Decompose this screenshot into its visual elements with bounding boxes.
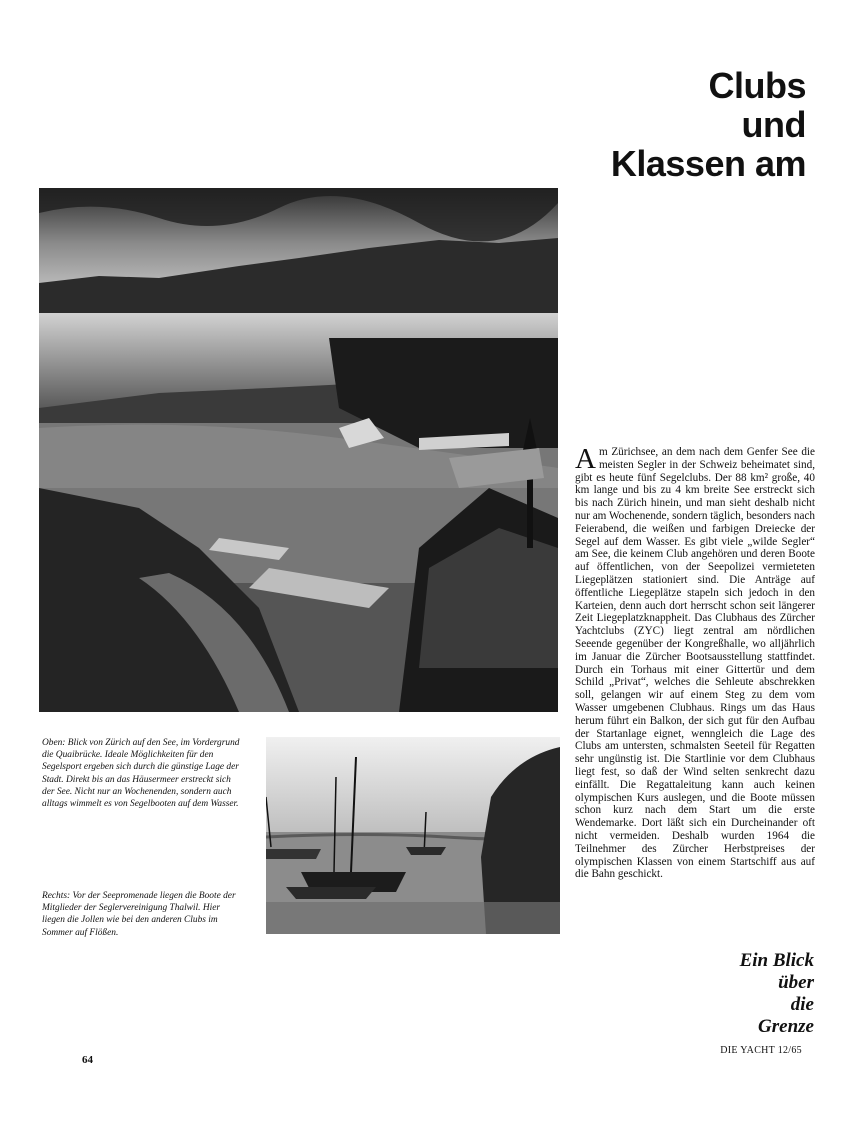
subtitle-line-4: Grenze bbox=[758, 1016, 814, 1037]
drop-cap: A bbox=[575, 443, 596, 475]
article-title bbox=[486, 66, 806, 183]
article-body-text: m Zürichsee, an dem nach dem Genfer See die meisten Segler in der Schweiz beheimatet sind, gibt es heute fünf Segelclubs. Der 88 km² große, 40 km lange und bis zu 4 km breite See erstreckt sich bis nach Zürich hinein, und man sieht deshalb nicht nur am Wochenende, sondern täglich, besonders nach Feierabend, die weißen und farbigen Dreiecke der Segel auf dem Wasser. Es gibt viele „wilde Segler“ am See, die keinem Club angehören und deren Boote auf öffentlichen, von der Seepolizei vermieteten Liegeplätzen stationiert sind. Die Anträge auf öffentliche Liegeplätze stapeln sich jedoch in den Karteien, denn auch dort herrscht schon seit längerer Zeit Liegeplatzknappheit. Das Clubhaus des Zürcher Yachtclubs (ZYC) liegt zentral am nördlichen Seeende gegenüber der Kongreßhalle, wo alljährlich im Januar die Zürcher Bootsausstellung stattfindet. Durch ein Torhaus mit einer Gittertür und dem Schild „Privat“, welches die Sehleute abschrekken soll, gelangen wir auf einem Steg zu dem vom Wasser umgebenen Clubhaus. Rings um das Haus herum führt ein Balkon, der sich gut für den Aufbau der Startanlage eignet, wenngleich die Lage des Clubs am untersten, schmalsten Seeteil für Regatten sehr ungünstig ist. Die Startlinie vor dem Clubhaus liegt fest, so daß der Wind selten senkrecht dazu einfällt. Die Regattaleitung kann auch keinen olympischen Kurs auslegen, und die Boote müssen schon kurz nach dem Start um die erste Wendemarke. Dort läßt sich ein Durcheinander oft nicht vermeiden. Deshalb wurden 1964 die Teilnehmer des Zürcher Herbstpreises der olympischen Klassen von einem Startschiff aus auf die Bahn geschickt. bbox=[575, 446, 815, 881]
sailboats-photo bbox=[266, 737, 560, 934]
sailboats-illustration bbox=[266, 737, 560, 934]
subtitle-line-3: die bbox=[790, 994, 814, 1015]
photo-caption-top: Oben: Blick von Zürich auf den See, im Vordergrund die Quaibrücke. Ideale Möglichkeiten für den Segelsport ergeben sich durch die günstige Lage der Stadt. Direkt bis an das Häusermeer erstreckt sich der See. Nicht nur an Wochenenden, sondern auch alltags wimmelt es von Segelbooten auf dem Wasser. bbox=[42, 738, 240, 810]
title-line-3: Klassen am bbox=[610, 143, 806, 184]
magazine-issue: DIE YACHT 12/65 bbox=[720, 1045, 802, 1056]
photo-caption-bottom: Rechts: Vor der Seepromenade liegen die Boote der Mitglieder der Seglervereinigung Thalwil. Hier liegen die Jollen wie bei den anderen Clubs im Sommer auf Flößen. bbox=[42, 891, 236, 938]
title-line-2: und bbox=[741, 104, 806, 145]
zurich-lake-illustration bbox=[39, 188, 558, 712]
subtitle-line-2: über bbox=[778, 972, 814, 993]
title-line-1: Clubs bbox=[708, 65, 806, 106]
page-number: 64 bbox=[82, 1054, 93, 1066]
subtitle-line-1: Ein Blick bbox=[739, 950, 814, 971]
article-subtitle bbox=[614, 950, 814, 1038]
zurich-lake-photo bbox=[39, 188, 558, 712]
article-body bbox=[575, 443, 815, 881]
